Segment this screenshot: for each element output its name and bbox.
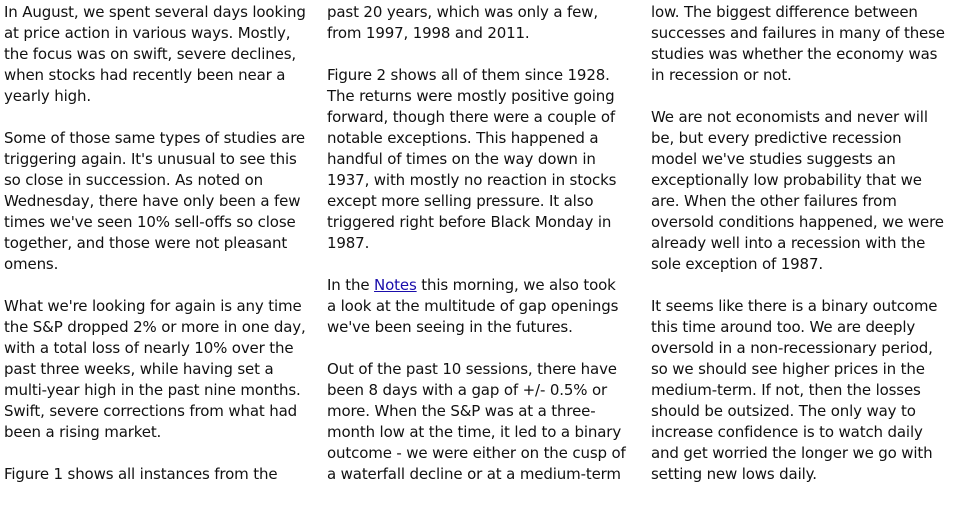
paragraph: Some of those same types of studies are triggering again. It's unusual to see this so close in succession. As noted on Wednesday, there have only been a few times we've seen 10% sell-offs so close together, and those were not pleasant omens. [4, 129, 305, 273]
paragraph-text: In the [327, 276, 375, 294]
article-column-2 [327, 2, 629, 506]
paragraph: Out of the past 10 sessions, there have been 8 days with a gap of +/- 0.5% or more. When the S&P was at a three-month low at the time, it led to a binary outcome - we were either on the cusp of a waterfall decline or at a medium-term [327, 360, 626, 483]
paragraph: In August, we spent several days looking at price action in various ways. Mostly, the focus was on swift, severe declines, when stocks had recently been near a yearly high. [4, 3, 306, 105]
paragraph-with-link [327, 275, 629, 338]
article-column-3 [651, 2, 951, 506]
paragraph: Figure 1 shows all instances from the [4, 465, 278, 483]
paragraph: What we're looking for again is any time the S&P dropped 2% or more in one day, with a total loss of nearly 10% over the past three weeks, while having set a multi-year high in the past nine months. Swift, severe corrections from what had been a rising market. [4, 297, 306, 441]
notes-link[interactable]: Notes [374, 276, 417, 294]
paragraph: Figure 2 shows all of them since 1928. The returns were mostly positive going forward, though there were a couple of notable exceptions. This happened a handful of times on the way down in 1937, with mostly no reaction in stocks except more selling pressure. It also triggered right before Black Monday in 1987. [327, 66, 617, 252]
paragraph-text: this morning, we also took a look at the multitude of gap openings we've been seeing in the futures. [327, 276, 619, 336]
paragraph: low. The biggest difference between successes and failures in many of these studies was whether the economy was in recession or not. [651, 3, 945, 84]
paragraph: We are not economists and never will be, but every predictive recession model we've studies suggests an exceptionally low probability that we are. When the other failures from oversold conditions happened, we were already well into a recession with the sole exception of 1987. [651, 108, 944, 273]
paragraph: past 20 years, which was only a few, from 1997, 1998 and 2011. [327, 3, 598, 42]
article-column-1 [4, 2, 306, 506]
paragraph: It seems like there is a binary outcome this time around too. We are deeply oversold in a non-recessionary period, so we should see higher prices in the medium-term. If not, then the losses should be outsized. The only way to increase confidence is to watch daily and get worried the longer we go with setting new lows daily. [651, 297, 938, 483]
